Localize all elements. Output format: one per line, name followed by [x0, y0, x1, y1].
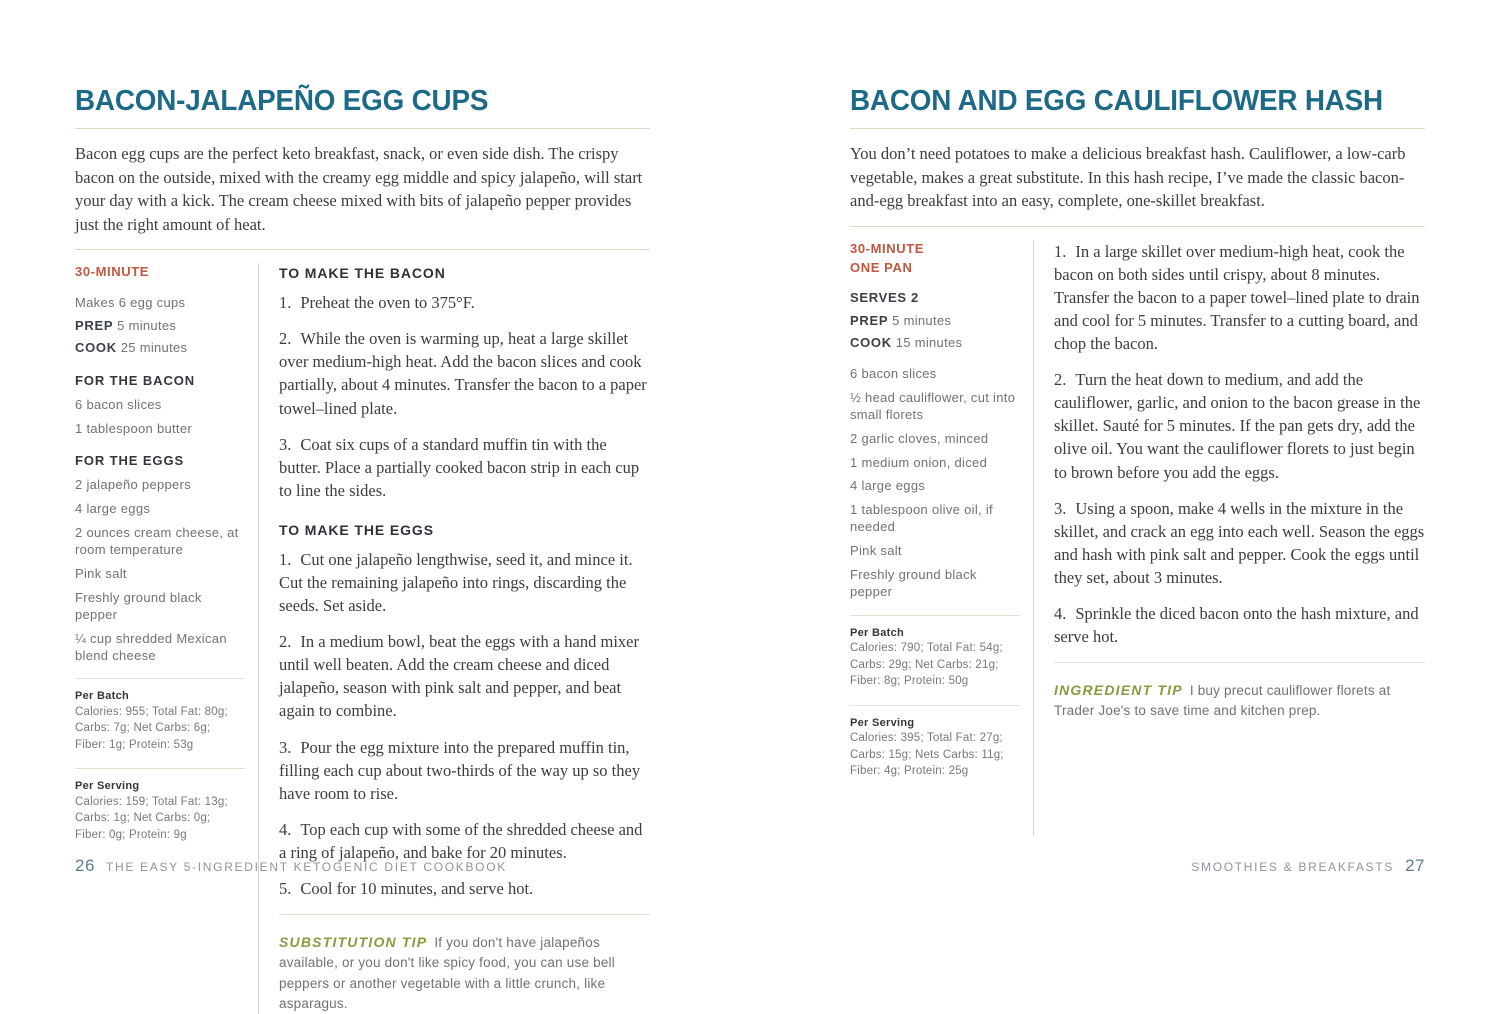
- ingredient: 2 jalapeño peppers: [75, 477, 191, 493]
- page-number: 27: [1405, 856, 1425, 875]
- cook-line: [75, 339, 245, 357]
- recipe-right: [850, 86, 1425, 836]
- nutrition-divider: [850, 705, 1020, 706]
- footer-left: [75, 856, 507, 876]
- title-rule: [850, 128, 1425, 129]
- nutrition-line: Fiber: 0g; Protein: 9g: [75, 828, 187, 841]
- step: [1054, 240, 1425, 355]
- step: [279, 736, 650, 805]
- prep-label: PREP: [75, 317, 114, 333]
- ingredient-list: [75, 397, 245, 438]
- step-number: 4.: [1054, 604, 1067, 624]
- nutrition-per-serving-label: Per Serving: [850, 716, 915, 729]
- ingredient: Freshly ground black pepper: [850, 567, 977, 599]
- step: [279, 433, 650, 502]
- tip-paragraph: [1054, 680, 1425, 722]
- nutrition-divider: [850, 615, 1020, 616]
- step-number: 2.: [279, 329, 292, 349]
- ingredient: Freshly ground black pepper: [75, 589, 202, 622]
- page-number: 26: [75, 856, 95, 875]
- serves-label: SERVES 2: [850, 290, 919, 306]
- step: [1054, 368, 1425, 483]
- ingredient: 4 large eggs: [850, 478, 926, 494]
- nutrition-line: Fiber: 1g; Protein: 53g: [75, 739, 194, 752]
- step-text: While the oven is warming up, heat a large skillet over medium-high heat. Add the bacon slices and cook partially, about 4 minutes. Transfer the bacon to a paper towel–lined plate.: [279, 329, 647, 418]
- nutrition-line: Calories: 159; Total Fat: 13g;: [75, 795, 228, 808]
- recipe-intro: Bacon egg cups are the perfect keto breakfast, snack, or even side dish. The crispy bacon on the outside, mixed with the creamy egg middle and spicy jalapeño, will start your day with a kick. The cream cheese mixed with bits of jalapeño pepper provides just the right amount of heat.: [75, 144, 643, 234]
- step-number: 1.: [279, 293, 292, 313]
- step: [279, 291, 650, 314]
- ingredient: Pink salt: [75, 565, 127, 581]
- ingredient: 6 bacon slices: [75, 396, 162, 412]
- step-number: 4.: [279, 819, 292, 839]
- cook-label: COOK: [850, 335, 892, 351]
- nutrition-line: Carbs: 1g; Net Carbs: 0g;: [75, 812, 211, 825]
- recipe-sidebar: [850, 240, 1033, 836]
- cook-label: COOK: [75, 340, 117, 356]
- prep-line: [75, 317, 245, 335]
- step: [279, 548, 650, 617]
- section-heading: TO MAKE THE BACON: [279, 265, 446, 282]
- recipe-instructions: [259, 263, 650, 1014]
- ingredient-list: [75, 477, 245, 664]
- step-number: 2.: [1054, 370, 1067, 390]
- step-number: 1.: [279, 549, 292, 569]
- ingredient-group-heading: FOR THE BACON: [75, 372, 196, 388]
- prep-value: 5 minutes: [117, 317, 177, 333]
- intro-rule: [850, 226, 1425, 227]
- cook-value: 15 minutes: [895, 335, 963, 351]
- ingredient: 2 ounces cream cheese, at room temperature: [75, 525, 239, 558]
- nutrition-line: Calories: 790; Total Fat: 54g;: [850, 642, 1003, 655]
- ingredient: 1 medium onion, diced: [850, 454, 988, 470]
- cook-value: 25 minutes: [120, 340, 188, 356]
- step-text: Sprinkle the diced bacon onto the hash mixture, and serve hot.: [1054, 604, 1419, 647]
- step-number: 3.: [1054, 498, 1067, 518]
- nutrition-line: Fiber: 4g; Protein: 25g: [850, 765, 969, 778]
- nutrition-divider: [75, 678, 245, 679]
- yield-line: Makes 6 egg cups: [75, 294, 186, 310]
- recipe-columns: [75, 263, 650, 1014]
- nutrition-per-batch-label: Per Batch: [75, 690, 130, 703]
- recipe-title: BACON-JALAPEÑO EGG CUPS: [75, 85, 489, 117]
- ingredient: ½ head cauliflower, cut into small florets: [850, 389, 1016, 422]
- step-text: Preheat the oven to 375°F.: [300, 293, 475, 313]
- step-text: Using a spoon, make 4 wells in the mixture in the skillet, and crack an egg into each well. Season the eggs and hash with pink salt and pepper. Cook the eggs until they set, about 3 minutes.: [1054, 498, 1425, 587]
- ingredient-list: [850, 366, 1020, 601]
- step-text: Cut one jalapeño lengthwise, seed it, and mince it. Cut the remaining jalapeño into rings, discarding the seeds. Set aside.: [279, 549, 633, 616]
- step-number: 3.: [279, 737, 292, 757]
- nutrition-per-serving-label: Per Serving: [75, 780, 140, 793]
- step: [279, 327, 650, 419]
- recipe-columns: [850, 240, 1425, 836]
- step-number: 5.: [279, 879, 292, 898]
- tip-label: INGREDIENT TIP: [1054, 682, 1183, 699]
- page-left: [0, 0, 750, 1011]
- step: [279, 877, 650, 900]
- recipe-meta: [75, 294, 245, 357]
- step-text: Cool for 10 minutes, and serve hot.: [300, 879, 534, 898]
- tip-label: SUBSTITUTION TIP: [279, 934, 428, 951]
- step: [1054, 602, 1425, 648]
- serves-line: [850, 289, 1020, 307]
- intro-rule: [75, 249, 650, 250]
- nutrition-per-batch-label: Per Batch: [850, 626, 905, 639]
- badge-one-pan: ONE PAN: [850, 259, 913, 275]
- recipe-intro: You don’t need potatoes to make a delicious breakfast hash. Cauliflower, a low-carb vegetable, makes a great substitute. In this hash recipe, I’ve made the classic bacon-and-egg breakfast into an easy, complete, one-skillet breakfast.: [850, 144, 1406, 211]
- step-number: 3.: [279, 434, 292, 454]
- ingredient: 1 tablespoon butter: [75, 420, 193, 436]
- book-title: THE EASY 5-INGREDIENT KETOGENIC DIET COOKBOOK: [105, 860, 507, 874]
- page-right: [750, 0, 1500, 925]
- tip-text: If you don't have jalapeños available, or you don't like spicy food, you can use bell peppers or another vegetable with a little crunch, like asparagus.: [279, 935, 615, 1011]
- ingredient: ¼ cup shredded Mexican blend cheese: [75, 630, 227, 663]
- substitution-tip: [279, 914, 650, 1014]
- cook-line: [850, 334, 1020, 352]
- step-text: Top each cup with some of the shredded cheese and a ring of jalapeño, and bake for 20 minutes.: [279, 819, 643, 862]
- tip-paragraph: [279, 932, 650, 1014]
- recipe-meta: [850, 289, 1020, 352]
- recipe-sidebar: [75, 263, 258, 1014]
- step-number: 2.: [279, 632, 292, 652]
- step: [279, 630, 650, 722]
- step: [1054, 497, 1425, 589]
- recipe-title: BACON AND EGG CAULIFLOWER HASH: [850, 85, 1383, 117]
- ingredient-tip: [1054, 662, 1425, 722]
- nutrition-line: Fiber: 8g; Protein: 50g: [850, 675, 969, 688]
- recipe-instructions: [1034, 240, 1425, 836]
- prep-label: PREP: [850, 312, 889, 328]
- nutrition-divider: [75, 768, 245, 769]
- prep-value: 5 minutes: [892, 312, 952, 328]
- badge-30-minute: 30-MINUTE: [850, 240, 925, 256]
- nutrition-line: Carbs: 7g; Net Carbs: 6g;: [75, 722, 211, 735]
- nutrition-line: Calories: 955; Total Fat: 80g;: [75, 705, 228, 718]
- badge-30-minute: 30-MINUTE: [75, 264, 150, 280]
- ingredient: 4 large eggs: [75, 501, 151, 517]
- ingredient: Pink salt: [850, 543, 902, 559]
- ingredient: 2 garlic cloves, minced: [850, 430, 989, 446]
- nutrition-line: Calories: 395; Total Fat: 27g;: [850, 732, 1003, 745]
- ingredient: 6 bacon slices: [850, 366, 937, 382]
- step-text: Pour the egg mixture into the prepared muffin tin, filling each cup about two-thirds of the way up so they have room to rise.: [279, 737, 641, 803]
- nutrition-line: Carbs: 15g; Nets Carbs: 11g;: [850, 748, 1004, 761]
- step-text: In a medium bowl, beat the eggs with a hand mixer until well beaten. Add the cream cheese and diced jalapeño, season with pink salt and pepper, and beat again to combine.: [279, 632, 639, 721]
- chapter-title: SMOOTHIES & BREAKFASTS: [1191, 860, 1395, 874]
- tip-text: I buy precut cauliflower florets at Trader Joe's to save time and kitchen prep.: [1054, 683, 1391, 719]
- nutrition-line: Carbs: 29g; Net Carbs: 21g;: [850, 658, 999, 671]
- ingredient: 1 tablespoon olive oil, if needed: [850, 502, 993, 535]
- step-number: 1.: [1054, 241, 1067, 261]
- step-text: Turn the heat down to medium, and add the cauliflower, garlic, and onion to the bacon grease in the skillet. Sauté for 5 minutes. If the pan gets dry, add the olive oil. You want the cauliflower florets to just begin to brown before you add the eggs.: [1054, 370, 1421, 482]
- step-text: In a large skillet over medium-high heat, cook the bacon on both sides until crispy, about 8 minutes. Transfer the bacon to a paper towel–lined plate to drain and cool for 5 minutes. Transfer to a cutting board, and chop the bacon.: [1054, 241, 1420, 354]
- ingredient-group-heading: FOR THE EGGS: [75, 453, 185, 469]
- title-rule: [75, 128, 650, 129]
- section-heading: TO MAKE THE EGGS: [279, 521, 434, 538]
- prep-line: [850, 312, 1020, 330]
- step-text: Coat six cups of a standard muffin tin with the butter. Place a partially cooked bacon strip in each cup to line the sides.: [279, 434, 640, 500]
- footer-right: [1191, 856, 1425, 876]
